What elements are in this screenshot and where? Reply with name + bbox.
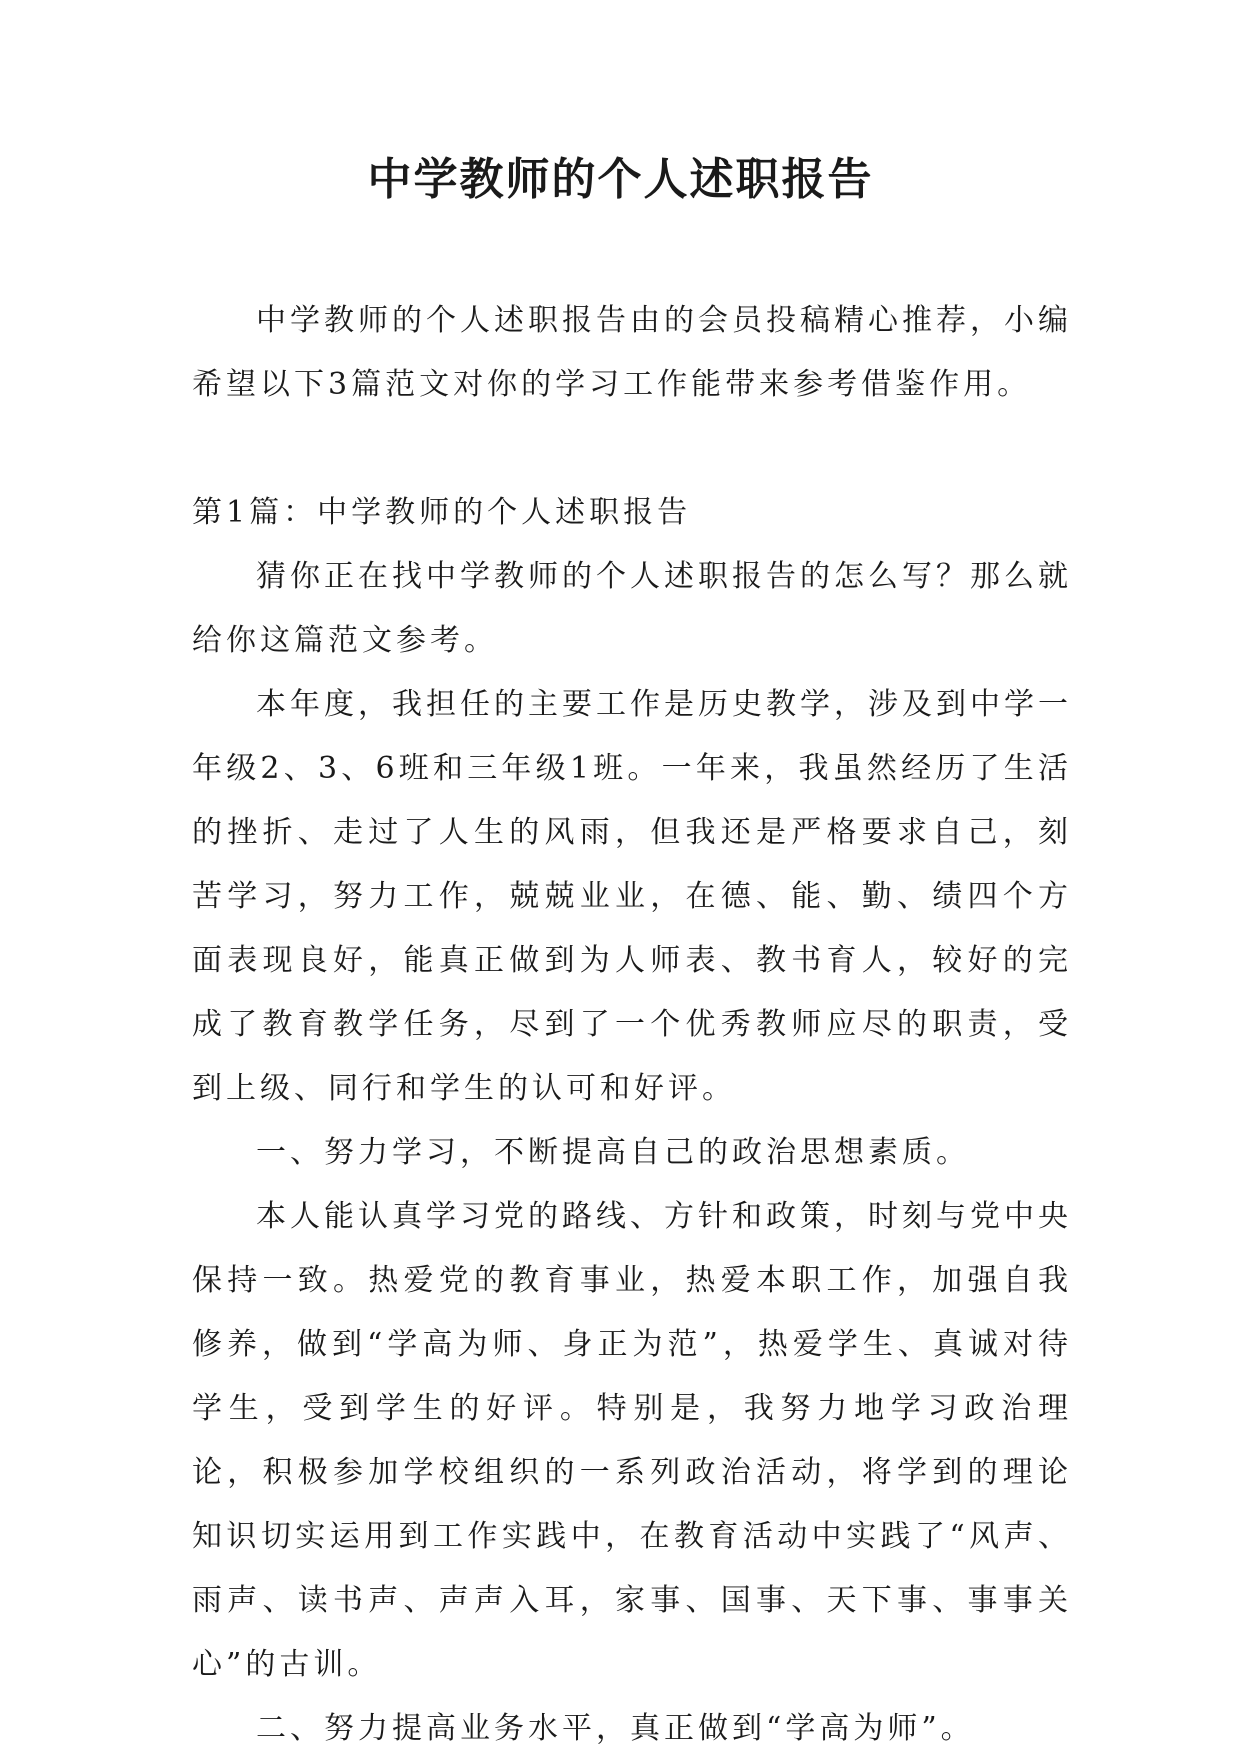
body-paragraph: 本年度，我担任的主要工作是历史教学，涉及到中学一年级2、3、6班和三年级1班。一年来，我虽然经历了生活的挫折、走过了人生的风雨，但我还是严格要求自己，刻苦学习，努力工作，兢兢业业，在德、能、勤、绩四个方面表现良好，能真正做到为人师表、教书育人，较好的完成了教育教学任务，尽到了一个优秀教师应尽的职责，受到上级、同行和学生的认可和好评。 — [192, 687, 1072, 1106]
document-title: 中学教师的个人述职报告 — [367, 154, 874, 205]
document-body — [192, 289, 1072, 1761]
subsection-heading: 一、努力学习，不断提高自己的政治思想素质。 — [256, 1135, 970, 1170]
body-paragraph: 猜你正在找中学教师的个人述职报告的怎么写？那么就给你这篇范文参考。 — [192, 559, 1072, 658]
section-heading: 第1篇：中学教师的个人述职报告 — [192, 495, 692, 530]
subsection-heading: 二、努力提高业务水平，真正做到“学高为师”。 — [256, 1711, 975, 1746]
intro-paragraph: 中学教师的个人述职报告由的会员投稿精心推荐，小编希望以下3篇范文对你的学习工作能带来参考借鉴作用。 — [192, 303, 1072, 402]
body-paragraph: 本人能认真学习党的路线、方针和政策，时刻与党中央保持一致。热爱党的教育事业，热爱本职工作，加强自我修养，做到“学高为师、身正为范”，热爱学生、真诚对待学生，受到学生的好评。特别是，我努力地学习政治理论，积极参加学校组织的一系列政治活动，将学到的理论知识切实运用到工作实践中，在教育活动中实践了“风声、雨声、读书声、声声入耳，家事、国事、天下事、事事关心”的古训。 — [192, 1199, 1072, 1682]
